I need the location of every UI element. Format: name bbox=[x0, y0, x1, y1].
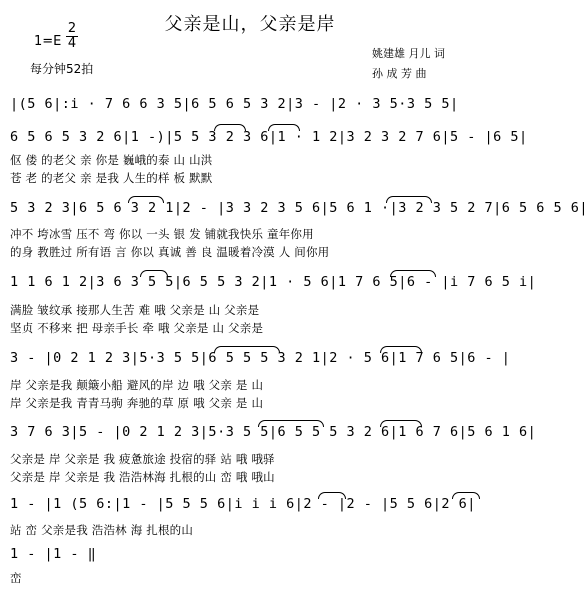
slur-mark bbox=[258, 420, 324, 427]
tempo-marking: 每分钟52拍 bbox=[30, 62, 94, 76]
slur-mark bbox=[128, 196, 164, 203]
notation-line-3: 5 3 2 3|6 5 6 3 2 1|2 - |3 3 2 3 5 6|5 6 1 ·|3 2 3 5 2 7|6 5 6 5 6| bbox=[10, 200, 588, 216]
lyric-line-3-verse-1: 冲不 垮冰雪 压不 弯 你以 一头 银 发 铺就我快乐 童年你用 bbox=[10, 227, 314, 241]
lyric-line-6-verse-2: 父亲是 岸 父亲是 我 浩浩林海 扎根的山 峦 哦 哦山 bbox=[10, 470, 275, 484]
notation-line-6: 3 7 6 3|5 - |0 2 1 2 3|5·3 5 5|6 5 5 5 3 2 6|1 6 7 6|5 6 1 6| bbox=[10, 424, 537, 440]
notation-line-2: 6 5 6 5 3 2 6|1 -)|5 5 3 2 3 6|1 · 1 2|3 2 3 2 7 6|5 - |6 5| bbox=[10, 129, 528, 145]
credits bbox=[372, 44, 445, 84]
notation-line-1: |(5 6|:i · 7 6 6 3 5|6 5 6 5 3 2|3 - |2 · 3 5·3 5 5| bbox=[10, 96, 459, 112]
lyric-line-6-verse-1: 父亲是 岸 父亲是 我 疲惫旅途 投宿的驿 站 哦 哦驿 bbox=[10, 452, 275, 466]
lyric-line-4-verse-1: 满脸 皱纹承 接那人生苦 难 哦 父亲是 山 父亲是 bbox=[10, 303, 260, 317]
notation-line-8: 1 - |1 - ‖ bbox=[10, 546, 97, 562]
slur-mark bbox=[140, 270, 168, 277]
meter-top: 2 bbox=[67, 21, 77, 36]
slur-mark bbox=[452, 492, 480, 499]
slur-mark bbox=[380, 346, 422, 353]
slur-mark bbox=[214, 124, 246, 131]
lyric-line-5-verse-1: 岸 父亲是我 颠簸小船 避风的岸 边 哦 父亲 是 山 bbox=[10, 378, 264, 392]
lyric-line-2-verse-2: 苍 老 的老父 亲 是我 人生的样 板 默默 bbox=[10, 171, 213, 185]
slur-mark bbox=[380, 420, 422, 427]
notation-line-7: 1 - |1 (5 6:|1 - |5 5 5 6|i i i 6|2 - |2 - |5 5 6|2 6| bbox=[10, 496, 476, 512]
slur-mark bbox=[214, 346, 280, 353]
slur-mark bbox=[318, 492, 346, 499]
notation-line-5: 3 - |0 2 1 2 3|5·3 5 5|6 5 5 5 3 2 1|2 · 5 6|1 7 6 5|6 - | bbox=[10, 350, 511, 366]
slur-mark bbox=[386, 196, 432, 203]
slur-mark bbox=[390, 270, 436, 277]
lyric-line-7: 站 峦 父亲是我 浩浩林 海 扎根的山 bbox=[10, 523, 194, 537]
composer-credit: 孙 成 芳 曲 bbox=[372, 67, 427, 80]
lyric-line-3-verse-2: 的身 教胜过 所有语 言 你以 真诚 善 良 温暖着冷漠 人 间你用 bbox=[10, 245, 330, 259]
song-title: 父亲是山，父亲是岸 bbox=[164, 14, 336, 35]
meter-bottom: 4 bbox=[67, 36, 77, 51]
time-signature bbox=[66, 22, 78, 51]
lyricist-credit: 姚建雄 月儿 词 bbox=[372, 47, 445, 60]
notation-line-4: 1 1 6 1 2|3 6 3 5 5|6 5 5 3 2|1 · 5 6|1 7 6 5|6 - |i 7 6 5 i| bbox=[10, 274, 537, 290]
key-signature: 1=E bbox=[34, 34, 62, 49]
lyric-line-2-verse-1: 伛 偻 的老父 亲 你是 巍峨的泰 山 山洪 bbox=[10, 153, 213, 167]
lyric-line-4-verse-2: 坚贞 不移来 把 母亲手长 牵 哦 父亲是 山 父亲是 bbox=[10, 321, 264, 335]
lyric-line-8: 峦 bbox=[10, 571, 22, 585]
slur-mark bbox=[268, 124, 300, 131]
lyric-line-5-verse-2: 岸 父亲是我 青青马驹 奔驰的草 原 哦 父亲 是 山 bbox=[10, 396, 264, 410]
